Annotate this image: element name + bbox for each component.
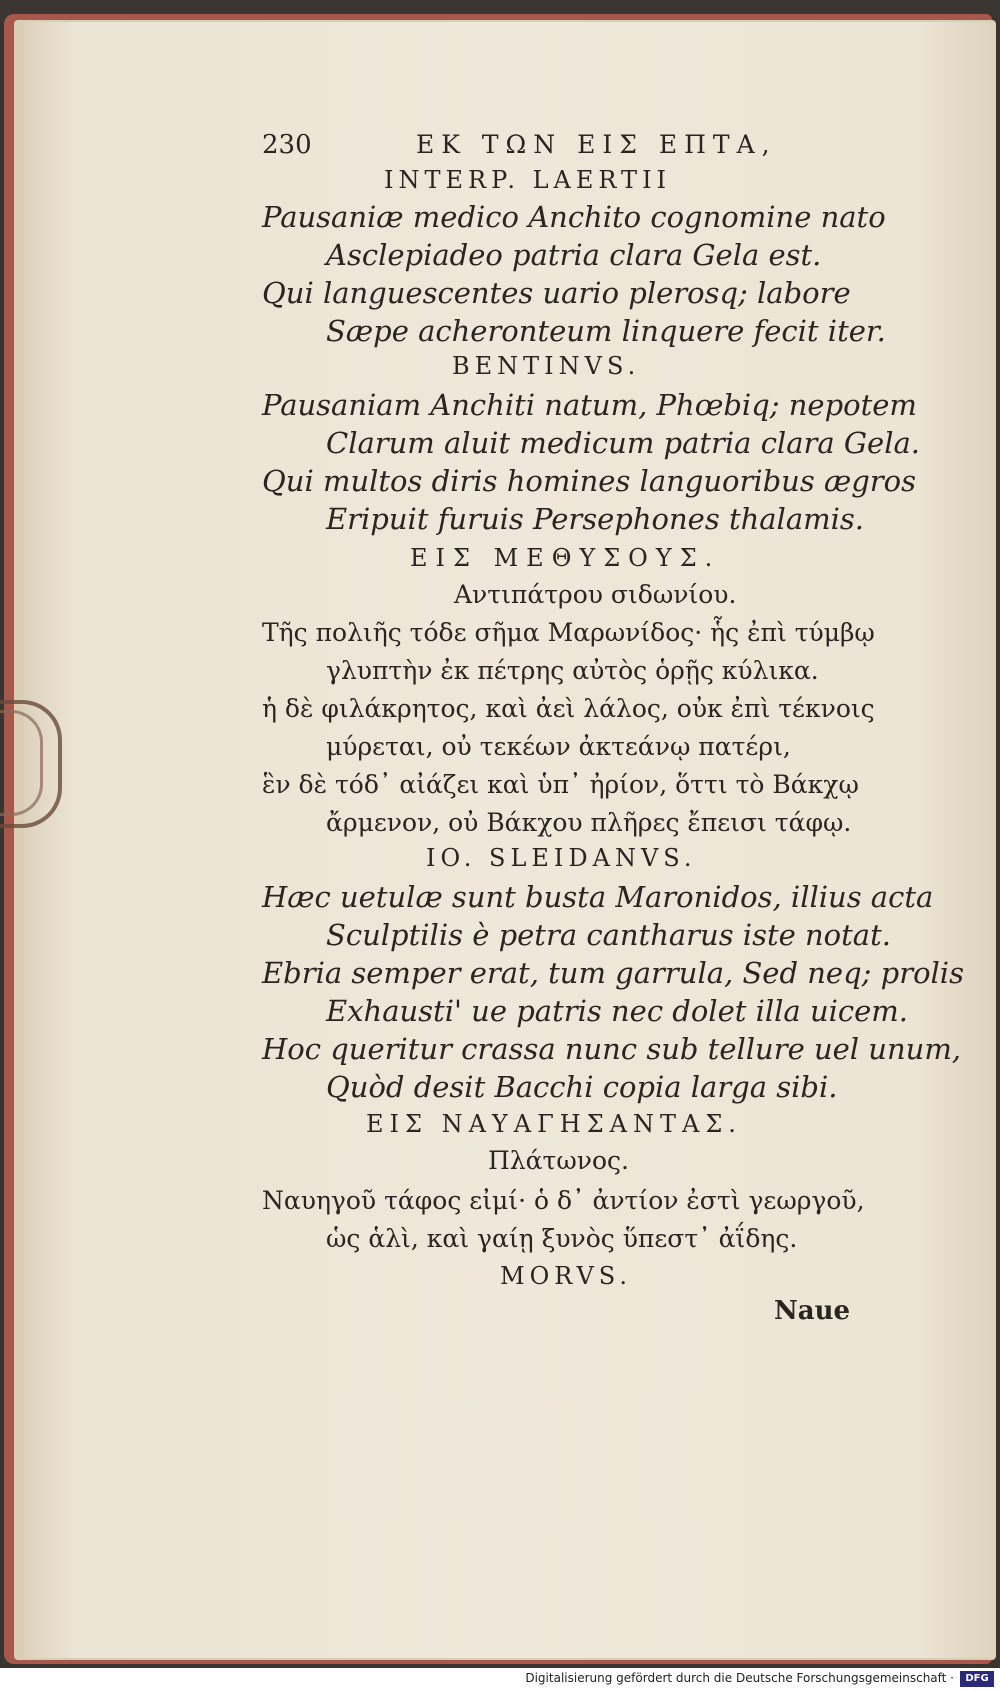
verse-line: Ebria semper erat, tum garrula, Sed neq; prolis xyxy=(262,956,964,990)
section-heading: INTERP. LAERTII xyxy=(384,166,672,194)
running-title: ΕΚ ΤΩΝ ΕΙΣ ΕΠΤΑ, xyxy=(416,130,777,159)
verse-line: Hoc queritur crassa nunc sub tellure uel unum, xyxy=(262,1032,962,1066)
verse-line: Asclepiadeo patria clara Gela est. xyxy=(326,238,822,272)
verse-line: Sculptilis è petra cantharus iste notat. xyxy=(326,918,891,952)
catchword: Naue xyxy=(774,1296,851,1326)
verse-line: Hæc uetulæ sunt busta Maronidos, illius acta xyxy=(262,880,934,914)
section-subheading: Αντιπάτρου σιδωνίου. xyxy=(454,580,737,609)
section-heading: ΕΙΣ ΜΕΘΥΣΟΥΣ. xyxy=(410,544,721,572)
greek-verse-line: ἄρμενον, οὐ Βάκχου πλῆρες ἔπεισι τάφῳ. xyxy=(326,808,852,837)
section-heading: ΕΙΣ ΝΑΥΑΓΗΣΑΝΤΑΣ. xyxy=(366,1110,742,1138)
greek-verse-line: Τῆς πολιῆς τόδε σῆμα Μαρωνίδος· ἧς ἐπὶ τύμβῳ xyxy=(262,618,875,647)
greek-verse-line: ἡ δὲ φιλάκρητος, καὶ ἀεὶ λάλος, οὐκ ἐπὶ τέκνοις xyxy=(262,694,875,723)
greek-verse-line: ὡς ἁλὶ, καὶ γαίῃ ξυνὸς ὕπεστ᾽ ἀΐδης. xyxy=(326,1224,798,1253)
section-heading: MORVS. xyxy=(500,1262,633,1290)
verse-line: Sæpe acheronteum linquere fecit iter. xyxy=(326,314,886,348)
digitization-footer xyxy=(0,1668,1000,1692)
verse-line: Pausaniæ medico Anchito cognomine nato xyxy=(262,200,886,234)
verse-line: Clarum aluit medicum patria clara Gela. xyxy=(326,426,920,460)
page-number: 230 xyxy=(262,130,312,160)
verse-line: Qui multos diris homines languoribus ægros xyxy=(262,464,916,498)
section-heading: IO. SLEIDANVS. xyxy=(426,844,697,872)
greek-verse-line: γλυπτὴν ἐκ πέτρης αὐτὸς ὁρῇς κύλικα. xyxy=(326,656,819,685)
verse-line: Pausaniam Anchiti natum, Phœbiq; nepotem xyxy=(262,388,917,422)
verse-line: Exhausti' ue patris nec dolet illa uicem. xyxy=(326,994,909,1028)
greek-verse-line: ἓν δὲ τόδ᾽ αἰάζει καὶ ὑπ᾽ ἠρίον, ὅττι τὸ Βάκχῳ xyxy=(262,770,859,799)
verse-line: Quòd desit Bacchi copia larga sibi. xyxy=(326,1070,838,1104)
dfg-logo: DFG xyxy=(960,1671,994,1687)
section-subheading: Πλάτωνος. xyxy=(488,1146,629,1175)
greek-verse-line: μύρεται, οὐ τεκέων ἀκτεάνῳ πατέρι, xyxy=(326,732,791,761)
section-heading: BENTINVS. xyxy=(452,352,641,380)
clasp-strap-inner xyxy=(0,710,43,816)
verse-line: Eripuit furuis Persephones thalamis. xyxy=(326,502,865,536)
greek-verse-line: Ναυηγοῦ τάφος εἰμί· ὁ δ᾽ ἀντίον ἐστὶ γεωργοῦ, xyxy=(262,1186,865,1215)
verse-line: Qui languescentes uario plerosq; labore xyxy=(262,276,851,310)
funding-credit: Digitalisierung gefördert durch die Deutsche Forschungsgemeinschaft · xyxy=(525,1671,954,1685)
